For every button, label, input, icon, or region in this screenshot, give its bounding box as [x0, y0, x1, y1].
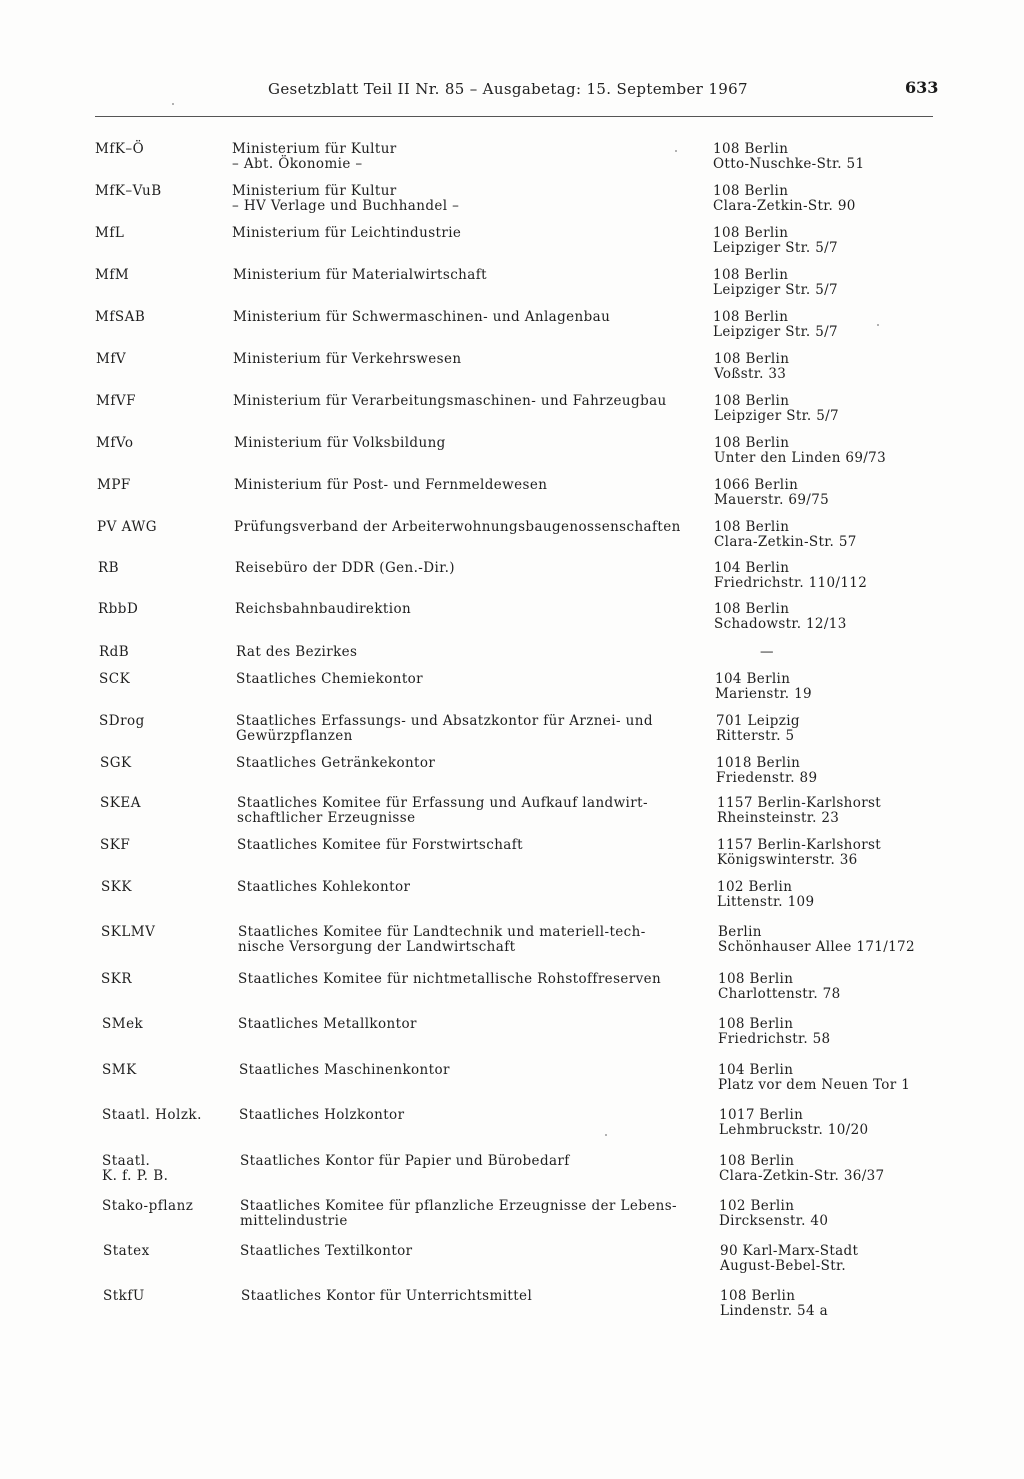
address-cell: 108 Berlin Clara-Zetkin-Str. 90 [713, 183, 856, 214]
institution-name-cell: Rat des Bezirkes [236, 644, 358, 660]
address-cell: 701 Leipzig Ritterstr. 5 [716, 713, 800, 744]
institution-name-cell: Ministerium für Verkehrswesen [233, 351, 462, 367]
abbreviation-cell: SKLMV [101, 924, 156, 940]
abbreviation-cell: PV AWG [97, 519, 157, 535]
address-cell: 1017 Berlin Lehmbruckstr. 10/20 [719, 1107, 869, 1138]
abbreviation-cell: MfL [95, 225, 125, 241]
abbreviation-cell: RdB [99, 644, 130, 660]
address-cell: 102 Berlin Littenstr. 109 [717, 879, 815, 910]
scan-speck [605, 1134, 607, 1136]
institution-name-cell: Ministerium für Verarbeitungsmaschinen- und Fahrzeugbau [233, 393, 667, 409]
address-cell: Berlin Schönhauser Allee 171/172 [718, 924, 915, 955]
abbreviation-cell: Staatl. Holzk. [102, 1107, 202, 1123]
address-cell: 1157 Berlin-Karlshorst Rheinsteinstr. 23 [717, 795, 882, 826]
abbreviation-cell: MfVo [96, 435, 134, 451]
abbreviation-cell: Staatl. K. f. P. B. [102, 1153, 169, 1184]
address-cell: 104 Berlin Friedrichstr. 110/112 [714, 560, 868, 591]
institution-name-cell: Ministerium für Post- und Fernmeldewesen [234, 477, 548, 493]
institution-name-cell: Staatliches Erfassungs- und Absatzkontor für Arznei- und Gewürzpflanzen [236, 713, 653, 744]
abbreviation-cell: MfV [96, 351, 127, 367]
address-cell: 102 Berlin Dircksenstr. 40 [719, 1198, 829, 1229]
address-cell: 104 Berlin Platz vor dem Neuen Tor 1 [718, 1062, 911, 1093]
institution-name-cell: Staatliches Kohlekontor [237, 879, 411, 895]
address-cell: 108 Berlin Clara-Zetkin-Str. 36/37 [719, 1153, 885, 1184]
address-cell: 108 Berlin Clara-Zetkin-Str. 57 [714, 519, 857, 550]
abbreviation-cell: SDrog [99, 713, 145, 729]
institution-name-cell: Staatliches Komitee für Forstwirtschaft [237, 837, 523, 853]
institution-name-cell: Ministerium für Kultur – HV Verlage und Buchhandel – [232, 183, 460, 214]
address-cell: 108 Berlin Unter den Linden 69/73 [714, 435, 887, 466]
abbreviation-cell: SMK [102, 1062, 137, 1078]
page-number: 633 [905, 78, 939, 97]
abbreviation-cell: MfSAB [95, 309, 146, 325]
institution-name-cell: Staatliches Getränkekontor [236, 755, 436, 771]
abbreviation-cell: SKR [101, 971, 132, 987]
institution-name-cell: Staatliches Holzkontor [239, 1107, 405, 1123]
address-cell: 108 Berlin Leipziger Str. 5/7 [714, 393, 839, 424]
header-title: Gesetzblatt Teil II Nr. 85 – Ausgabetag: 15. September 1967 [268, 80, 748, 98]
abbreviation-cell: Stako-pflanz [102, 1198, 194, 1214]
abbreviation-cell: MPF [97, 477, 131, 493]
scan-speck [675, 150, 677, 152]
address-cell: 104 Berlin Marienstr. 19 [715, 671, 812, 702]
abbreviation-cell: Statex [103, 1243, 150, 1259]
address-cell: 108 Berlin Leipziger Str. 5/7 [713, 225, 838, 256]
address-cell: 108 Berlin Voßstr. 33 [714, 351, 790, 382]
institution-name-cell: Reisebüro der DDR (Gen.-Dir.) [235, 560, 455, 576]
address-cell: 108 Berlin Leipziger Str. 5/7 [713, 267, 838, 298]
abbreviation-cell: RB [98, 560, 120, 576]
institution-name-cell: Staatliches Komitee für pflanzliche Erzeugnisse der Lebens- mittelindustrie [240, 1198, 678, 1229]
abbreviation-cell: MfM [95, 267, 130, 283]
institution-name-cell: Staatliches Maschinenkontor [239, 1062, 450, 1078]
address-cell: 108 Berlin Otto-Nuschke-Str. 51 [713, 141, 865, 172]
abbreviation-cell: SMek [102, 1016, 144, 1032]
institution-name-cell: Prüfungsverband der Arbeiterwohnungsbaugenossenschaften [234, 519, 681, 535]
scan-speck [877, 324, 879, 326]
institution-name-cell: Staatliches Komitee für nichtmetallische Rohstoffreserven [238, 971, 662, 987]
institution-name-cell: Staatliches Kontor für Unterrichtsmittel [241, 1288, 533, 1304]
address-cell: 108 Berlin Friedrichstr. 58 [718, 1016, 831, 1047]
address-cell: 90 Karl-Marx-Stadt August-Bebel-Str. [720, 1243, 859, 1274]
abbreviation-cell: MfK–VuB [95, 183, 162, 199]
abbreviation-cell: StkfU [103, 1288, 145, 1304]
institution-name-cell: Reichsbahnbaudirektion [235, 601, 412, 617]
address-cell: 108 Berlin Lindenstr. 54 a [720, 1288, 828, 1319]
address-cell: 108 Berlin Schadowstr. 12/13 [714, 601, 847, 632]
address-cell: 108 Berlin Leipziger Str. 5/7 [713, 309, 838, 340]
institution-name-cell: Ministerium für Schwermaschinen- und Anlagenbau [233, 309, 611, 325]
abbreviation-cell: MfVF [96, 393, 136, 409]
abbreviation-cell: SKEA [100, 795, 141, 811]
abbreviation-cell: MfK–Ö [95, 141, 145, 157]
abbreviation-cell: SKK [101, 879, 132, 895]
address-cell: 108 Berlin Charlottenstr. 78 [718, 971, 841, 1002]
address-cell: — [760, 644, 774, 660]
abbreviation-cell: SKF [100, 837, 131, 853]
scan-speck [172, 103, 174, 105]
institution-name-cell: Staatliches Komitee für Erfassung und Aufkauf landwirt- schaftlicher Erzeugnisse [237, 795, 648, 826]
address-cell: 1066 Berlin Mauerstr. 69/75 [714, 477, 830, 508]
institution-name-cell: Staatliches Textilkontor [240, 1243, 413, 1259]
abbreviation-cell: SGK [100, 755, 132, 771]
institution-name-cell: Ministerium für Materialwirtschaft [233, 267, 487, 283]
institution-name-cell: Staatliches Chemiekontor [236, 671, 424, 687]
institution-name-cell: Staatliches Kontor für Papier und Bürobedarf [240, 1153, 570, 1169]
institution-name-cell: Staatliches Metallkontor [238, 1016, 417, 1032]
abbreviation-cell: RbbD [98, 601, 139, 617]
institution-name-cell: Ministerium für Leichtindustrie [232, 225, 462, 241]
address-cell: 1157 Berlin-Karlshorst Königswinterstr. 36 [717, 837, 882, 868]
institution-name-cell: Ministerium für Kultur – Abt. Ökonomie – [232, 141, 397, 172]
institution-name-cell: Staatliches Komitee für Landtechnik und materiell-tech- nische Versorgung der Landwirtschaft [238, 924, 646, 955]
institution-name-cell: Ministerium für Volksbildung [234, 435, 446, 451]
abbreviation-cell: SCK [99, 671, 131, 687]
address-cell: 1018 Berlin Friedenstr. 89 [716, 755, 818, 786]
